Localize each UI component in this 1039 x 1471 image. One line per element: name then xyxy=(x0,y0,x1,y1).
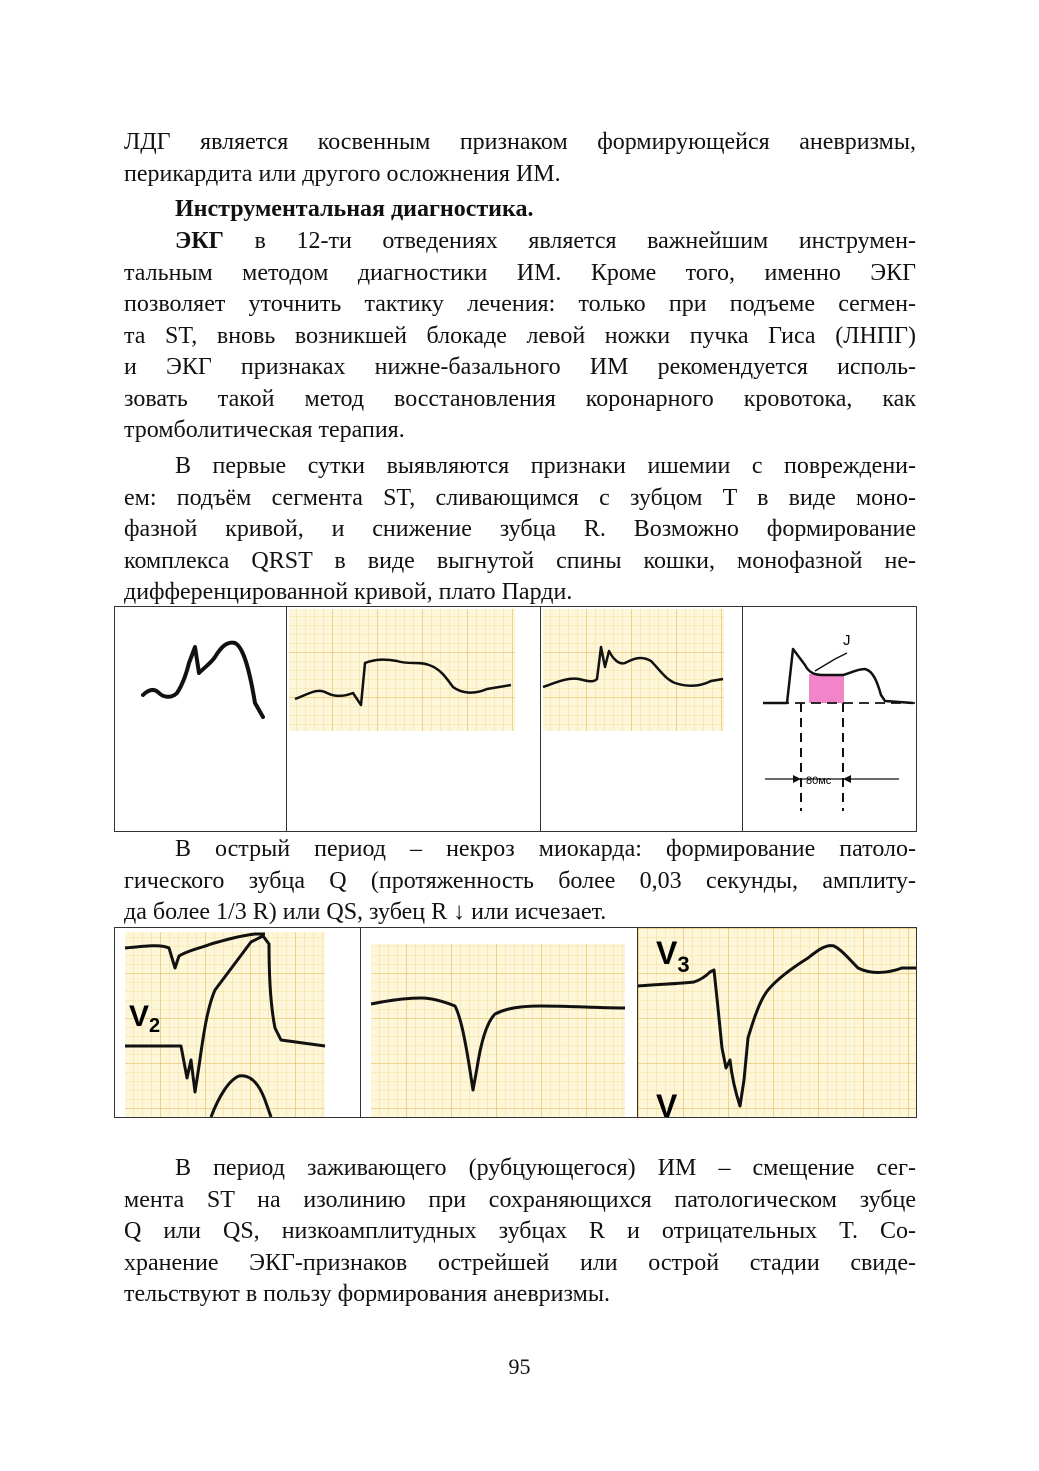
duration-label: 80мс xyxy=(806,775,832,787)
text-line: та ST, вновь возникшей блокаде левой ножки пучка Гиса (ЛНПГ) xyxy=(124,322,916,349)
text-line: ЭКГ в 12-ти отведениях является важнейшим инструмен- xyxy=(175,228,916,254)
j-point-label: J xyxy=(843,632,851,649)
paragraph-ecg xyxy=(124,226,916,447)
ecg-panel-cat-back xyxy=(115,607,287,831)
text-line: тромболитическая терапия. xyxy=(124,417,405,443)
ecg-grid xyxy=(543,609,724,731)
section-heading xyxy=(124,194,916,226)
heading-text: Инструментальная диагностика. xyxy=(175,196,534,222)
text-line: тельствуют в пользу формирования аневризмы. xyxy=(124,1281,610,1307)
ecg-panel-qs xyxy=(361,928,638,1117)
text-line: В первые сутки выявляются признаки ишемии с повреждени- xyxy=(175,453,916,479)
ecg-panel-monophasic xyxy=(287,607,541,831)
text-line: ЛДГ является косвенным признаком формирующейся аневризмы, xyxy=(124,129,916,155)
text-line: фазной кривой, и снижение зубца R. Возможно формирование xyxy=(124,516,916,542)
lead-label-partial: V xyxy=(656,1088,678,1117)
ecg-panel-v3 xyxy=(638,928,916,1117)
text-line: позволяет уточнить тактику лечения: только при подъеме сегмен- xyxy=(124,291,916,317)
text-line: зовать такой метод восстановления коронарного кровотока, как xyxy=(124,385,916,412)
text-line: мента ST на изолинию при сохраняющихся патологическом зубце xyxy=(124,1186,916,1213)
text-line: В период заживающего (рубцующегося) ИМ – смещение сег- xyxy=(175,1155,916,1181)
text-line: Q или QS, низкоамплитудных зубцах R и отрицательных T. Со- xyxy=(124,1218,916,1244)
lead-label-v2: $V_2$ xyxy=(129,1000,161,1037)
text-line: перикардита или другого осложнения ИМ. xyxy=(124,160,561,187)
ecg-bold-lead: ЭКГ xyxy=(175,228,224,254)
paragraph-healing xyxy=(124,1153,916,1311)
ecg-panel-j-point xyxy=(743,607,916,831)
ecg-figure-early xyxy=(114,606,917,832)
ecg-panel-undifferentiated xyxy=(541,607,744,831)
paragraph-first-day xyxy=(124,451,916,609)
text-line: тальным методом диагностики ИМ. Кроме того, именно ЭКГ xyxy=(124,259,916,286)
ecg-grid xyxy=(289,609,515,731)
text-line: хранение ЭКГ-признаков острейшей или острой стадии свиде- xyxy=(124,1249,916,1276)
text-line: гического зубца Q (протяженность более 0,03 секунды, амплиту- xyxy=(124,867,916,894)
st-segment-highlight xyxy=(809,674,844,703)
text-line: дифференцированной кривой, плато Парди. xyxy=(124,579,573,605)
ecg-figure-acute xyxy=(114,927,917,1118)
text-line: и ЭКГ признаках нижне-базального ИМ рекомендуется исполь- xyxy=(124,354,916,380)
ecg-trace-cat-back xyxy=(115,607,287,831)
paragraph-acute xyxy=(124,834,916,929)
text-line: В острый период – некроз миокарда: формирование патоло- xyxy=(175,836,916,862)
text-line: ем: подъём сегмента ST, сливающимся с зубцом T в виде моно- xyxy=(124,484,916,511)
page-number: 95 xyxy=(508,1354,531,1379)
ecg-panel-v2 xyxy=(115,928,361,1117)
text-line: да более 1/3 R) или QS, зубец R ↓ или исчезает. xyxy=(124,899,607,925)
text-line: комплекса QRST в виде выгнутой спины кошки, монофазной не- xyxy=(124,547,916,574)
lead-label-v3: $V_3$ xyxy=(656,935,690,977)
ecg-grid xyxy=(371,944,625,1117)
paragraph-ldg xyxy=(124,127,916,190)
